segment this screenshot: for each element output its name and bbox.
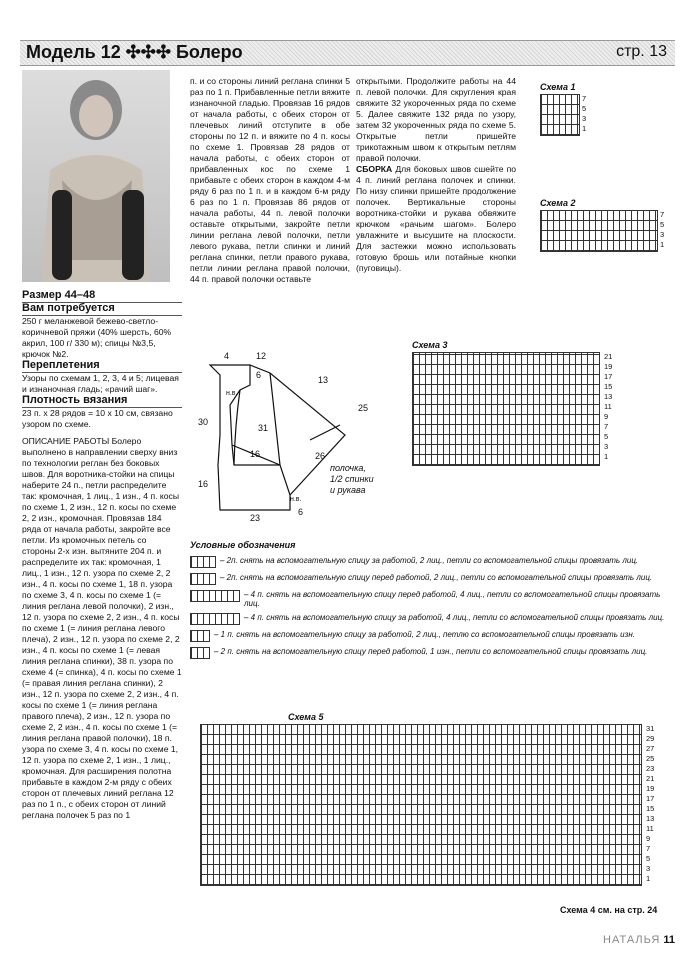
- twist-purl-icon: [190, 630, 210, 642]
- row-number: 3: [582, 114, 587, 123]
- row-number: 15: [646, 804, 655, 813]
- dim-right-2: 13: [318, 375, 329, 385]
- needs-text: 250 г меланжевой бежево-светло-коричневой пряжи (40% шерсть, 60% акрил, 100 г/ 330 м); спицы №3,5, крючок №2.: [22, 316, 172, 359]
- dim-diag: 26: [315, 451, 326, 461]
- row-number: 1: [646, 874, 651, 883]
- cable-wide-back-icon: [190, 613, 240, 625]
- row-number: 29: [646, 734, 655, 743]
- row-number: 5: [646, 854, 651, 863]
- pattern-diagram: [190, 345, 400, 525]
- dim-right-1: 6: [256, 370, 262, 380]
- legend-item: – 2п. снять на вспомогательную спицу перед работой, 2 лиц., петли со вспомогательной спицы провязать лиц.: [190, 573, 670, 585]
- scheme-2-grid: [540, 210, 658, 252]
- legend: [190, 540, 670, 664]
- scheme-3-grid: [412, 352, 600, 466]
- row-number: 13: [604, 392, 613, 401]
- row-number: 13: [646, 814, 655, 823]
- scheme-3-row-numbers: [604, 352, 612, 462]
- cable-wide-front-icon: [190, 590, 240, 602]
- page-number: 11: [663, 934, 675, 946]
- column-1: [22, 290, 182, 821]
- assembly-label: СБОРКА: [356, 164, 393, 174]
- density-heading: Плотность вязания: [22, 395, 182, 408]
- scheme-1-label: Схема 1: [540, 82, 576, 92]
- page-footer: [603, 934, 675, 946]
- dim-mid: 31: [258, 423, 269, 433]
- row-number: 23: [646, 764, 655, 773]
- row-number: 9: [604, 412, 609, 421]
- row-number: 3: [604, 442, 609, 451]
- legend-item: – 2п. снять на вспомогательную спицу за работой, 2 лиц., петли со вспомогательной спицы провязать лиц.: [190, 556, 670, 568]
- scheme-1-row-numbers: [582, 94, 586, 134]
- row-number: 5: [582, 104, 587, 113]
- scheme-2-label: Схема 2: [540, 198, 576, 208]
- column-3-text-1: открытыми. Продолжите работы на 44 п. левой полочки. Для скругления края свяжите 32 укороченных ряда по схеме 5. Далее свяжите 132 ряда по узору, затем 32 укороченных ряда по схеме 5. Открытые петли пришейте трикотажным швом к открытым петлям правой полочки.: [356, 76, 516, 163]
- row-number: 1: [660, 240, 665, 249]
- legend-item: – 4 п. снять на вспомогательную спицу за работой, 4 лиц., петли со вспомогательной спицы провязать лиц.: [190, 613, 670, 625]
- row-number: 19: [604, 362, 613, 371]
- dim-low-1: 16: [198, 479, 209, 489]
- column-2: [190, 76, 350, 285]
- column-3: [356, 76, 516, 274]
- row-number: 17: [604, 372, 613, 381]
- weaves-heading: Переплетения: [22, 360, 182, 373]
- dim-top-1: 4: [224, 351, 230, 361]
- row-number: 25: [646, 754, 655, 763]
- column-2-text: п. и со стороны линий реглана спинки 5 раз по 1 п. Прибавленные петли вяжите изнаночной гладью. Провязав 16 рядов от начала работы, с обеих сторон от плечевых линий отступите в обе стороны по 12 п. и вяжите по 4 п. косы по схеме 1. Провязав 28 рядов от начала работы, с обеих сторон от прибавленных кос по схеме 1 прибавьте с обеих сторон в каждом 4-м ряду 6 раз по 1 п. и в каждом 6-м ряду 6 раз по 1 п. Провязав 86 рядов от начала работы, 44 п. левой полочки оставьте открытыми, закройте петли линии реглана левой полочки, петли левого рукава, петли спинки и линий реглана спинки, петли правого рукава, петли линии реглана правой полочки, 44 п. правой полочки оставьте: [190, 76, 350, 284]
- density-text: 23 п. x 28 рядов = 10 x 10 см, связано узором по схеме.: [22, 408, 173, 429]
- row-number: 19: [646, 784, 655, 793]
- scheme-1-grid: [540, 94, 580, 136]
- row-number: 7: [646, 844, 651, 853]
- cable-right-icon: [190, 573, 216, 585]
- row-number: 1: [582, 124, 587, 133]
- row-number: 5: [660, 220, 665, 229]
- needs-heading: Вам потребуется: [22, 303, 182, 316]
- row-number: 31: [646, 724, 655, 733]
- row-number: 5: [604, 432, 609, 441]
- dim-right-3: 25: [358, 403, 369, 413]
- dim-low-2: 16: [250, 449, 261, 459]
- row-number: 11: [604, 402, 612, 411]
- column-3-text-2: Для боковых швов сшейте по 4 п. линий реглана полочек и спинки. По низу спинки пришейте продолжение полочек. Вертикальные стороны воротника-стойки и рукава обвяжите крючком «рачьим шагом». Болеро увлажните и высушите на плоскости. Для застежки можно использовать готовую брошь или потайные кнопки (пуговицы).: [356, 164, 517, 273]
- caption-3: и рукава: [330, 485, 366, 495]
- row-number: 9: [646, 834, 651, 843]
- scheme-5-label: Схема 5: [288, 712, 324, 722]
- dim-left: 30: [198, 417, 209, 427]
- scheme-5-grid: [200, 724, 642, 886]
- row-number: 7: [660, 210, 665, 219]
- dim-bottom-1: 23: [250, 513, 261, 523]
- row-number: 21: [646, 774, 655, 783]
- scheme-2-row-numbers: [660, 210, 664, 250]
- scheme-4-reference: Схема 4 см. на стр. 24: [560, 905, 658, 915]
- row-number: 3: [646, 864, 651, 873]
- row-number: 21: [604, 352, 613, 361]
- row-number: 17: [646, 794, 655, 803]
- dim-bottom-2: 6: [298, 507, 304, 517]
- nv-label-2: н.в.: [290, 496, 302, 503]
- legend-item: – 4 п. снять на вспомогательную спицу перед работой, 4 лиц., петли со вспомогательной спицы провязать лиц.: [190, 590, 670, 608]
- row-number: 27: [646, 744, 655, 753]
- row-number: 7: [582, 94, 587, 103]
- row-number: 11: [646, 824, 654, 833]
- magazine-name: НАТАЛЬЯ: [603, 934, 661, 946]
- page-header: [20, 40, 675, 66]
- model-photo: [22, 70, 170, 282]
- model-title: Модель 12 ✣✣✣ Болеро: [26, 42, 243, 62]
- row-number: 1: [604, 452, 609, 461]
- dim-top-2: 12: [256, 351, 267, 361]
- nv-label-1: н.в.: [226, 390, 238, 397]
- size-heading: Размер 44–48: [22, 290, 182, 303]
- scheme-5-row-numbers: [646, 724, 654, 884]
- weaves-text: Узоры по схемам 1, 2, 3, 4 и 5; лицевая и изнаночная гладь; «рачий шаг».: [22, 373, 179, 394]
- legend-title: Условные обозначения: [190, 540, 296, 550]
- legend-item: – 1 п. снять на вспомогательную спицу за работой, 2 лиц., петлю со вспомогательной спицы провязать изн.: [190, 630, 670, 642]
- description-text: ОПИСАНИЕ РАБОТЫ Болеро выполнено в направлении сверху вниз по технологии реглан без боковых швов. Для воротника-стойки на спицы наберите 24 п., петли распределите так: кромочная, 1 лиц., 1 изн., 4 п. косы по схеме 1, 2 изн., 12 п. косы по схеме 2, 2 изн., кромочная. Провязав 184 ряда от начала работы, закройте все петли. Из кромочных петель со стороны 2-х изн. вытяните 204 п. и распределите их так: кромочная, 1 лиц., 1 изн., 12 п. узора по схеме 2, 2 изн., 4 п. косы по схеме 1, 18 п. узора по схеме 3, 4 п. косы по схеме 1 (= линия реглана левой полочки), 2 изн., 12 п. узора по схеме 2, 2 изн., 4 п. косы по схеме 1 (= линия реглана левого плеча), 2 изн., 12 п. узора по схеме 2, 2 изн., 4 п. косы по схеме 1 (= левая линия реглана спинки), 38 п. узора по схеме 4 (= спинка), 4 п. косы по схеме 1 (= правая линия реглана спинки), 2 изн., 12 п. узора по схеме 2, 2 изн., 4 п. косы по схеме 1 (= линия реглана правого плеча), 2 изн., 12 п. узора по схеме 2, 2 изн., 4 п. косы по схеме 1 (= линия реглана правой полочки), 18 п. узора по схеме 3, 4 п. косы по схеме 1, 12 п. узора по схеме 2, 1 изн., 1 лиц., кромочная. Для расширения полотна прибавьте в каждом 2-м ряду с обеих сторон от плечевых линий реглана 12 раз по 1 п., с обеих сторон от линий реглана полочек 5 раз по 1: [22, 436, 182, 820]
- row-number: 3: [660, 230, 665, 239]
- caption-1: полочка,: [330, 463, 366, 473]
- legend-item: – 2 п. снять на вспомогательную спицу перед работой, 1 изн., петли со вспомогательной спицы провязать лиц.: [190, 647, 670, 659]
- page-ref: стр. 13: [616, 43, 667, 60]
- scheme-3-label: Схема 3: [412, 340, 448, 350]
- twist-knit-icon: [190, 647, 210, 659]
- caption-2: 1/2 спинки: [330, 474, 374, 484]
- cable-left-icon: [190, 556, 216, 568]
- row-number: 7: [604, 422, 609, 431]
- row-number: 15: [604, 382, 613, 391]
